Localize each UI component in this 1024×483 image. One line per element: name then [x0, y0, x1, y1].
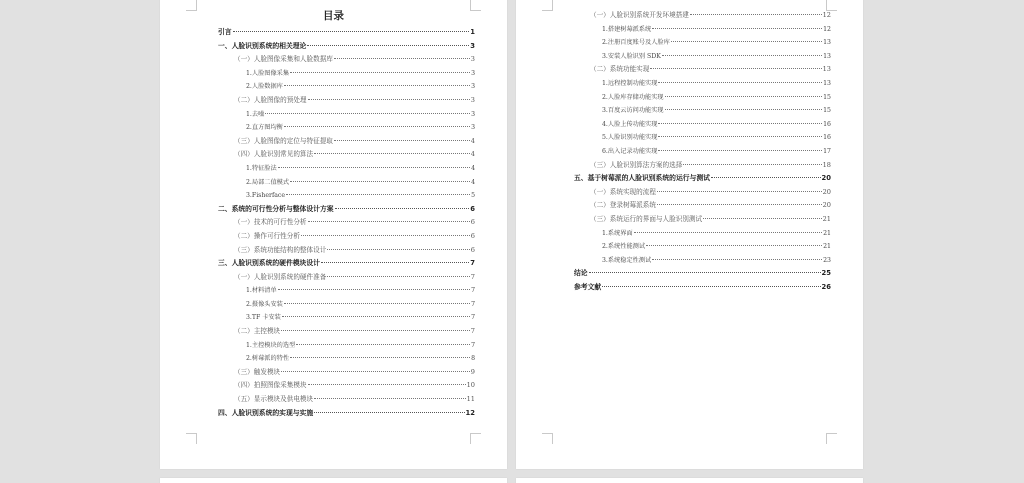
- dot-leader: [658, 82, 822, 83]
- dot-leader: [690, 14, 822, 15]
- margin-corner-mark: [542, 433, 553, 444]
- toc-entry-label: 1.去噪: [246, 110, 265, 118]
- toc-entry[interactable]: [218, 53, 475, 67]
- toc-entry-page-number: 7: [471, 341, 475, 349]
- toc-entry-page-number: 7: [471, 314, 475, 322]
- dot-leader: [314, 398, 465, 399]
- dot-leader: [265, 113, 470, 114]
- toc-entry-label: 2.系统性能测试: [602, 243, 646, 251]
- toc-entry-page-number: 3: [471, 69, 475, 77]
- toc-entry[interactable]: [574, 91, 831, 105]
- dot-leader: [650, 68, 821, 69]
- dot-leader: [327, 249, 469, 250]
- dot-leader: [327, 276, 469, 277]
- toc-entry-page-number: 20: [821, 174, 831, 183]
- toc-entry[interactable]: [218, 203, 475, 217]
- toc-entry-page-number: 7: [470, 327, 475, 336]
- toc-entry[interactable]: [574, 118, 831, 132]
- toc-entry-label: 二、系统的可行性分析与整体设计方案: [218, 204, 334, 213]
- dot-leader: [634, 232, 822, 233]
- toc-entry-label: 1.搭建树莓派系统: [602, 25, 652, 33]
- dot-leader: [652, 28, 822, 29]
- toc-entry-page-number: 7: [471, 300, 475, 308]
- dot-leader: [296, 344, 470, 345]
- toc-entry-page-number: 4: [470, 150, 475, 159]
- toc-entry[interactable]: [574, 172, 831, 186]
- toc-entry[interactable]: [574, 240, 831, 254]
- dot-leader: [284, 85, 470, 86]
- toc-entry-label: 参考文献: [574, 282, 602, 291]
- toc-entry[interactable]: [218, 135, 475, 149]
- toc-entry[interactable]: [218, 339, 475, 353]
- toc-entry-page-number: 15: [823, 93, 831, 101]
- toc-entry-page-number: 26: [821, 282, 831, 291]
- toc-entry-page-number: 13: [823, 79, 831, 87]
- toc-entry-label: 2.局部二值模式: [246, 178, 290, 186]
- toc-entry-label: （二）主控模块: [234, 327, 281, 336]
- toc-entry[interactable]: [218, 325, 475, 339]
- toc-entry-label: 2.直方图均衡: [246, 124, 283, 132]
- toc-entry[interactable]: [218, 108, 475, 122]
- toc-entry-page-number: 13: [823, 39, 831, 47]
- toc-entry-label: 2.人脸库存储功能实现: [602, 93, 664, 101]
- toc-entry-label: （二）登录树莓派系统: [590, 201, 656, 210]
- toc-entry-page-number: 12: [822, 11, 831, 19]
- toc-entry[interactable]: [218, 257, 475, 271]
- dot-leader: [657, 191, 822, 192]
- toc-entry-page-number: 6: [470, 218, 475, 227]
- toc-entry-page-number: 9: [470, 367, 475, 376]
- table-of-contents-right: [574, 9, 831, 294]
- toc-entry-label: （四）拍照图像采集模块: [234, 381, 307, 390]
- toc-entry[interactable]: [218, 26, 475, 40]
- toc-entry[interactable]: [218, 407, 475, 421]
- dot-leader: [602, 286, 820, 287]
- dot-leader: [646, 245, 822, 246]
- toc-entry-label: 1.人脸图像采集: [246, 69, 290, 77]
- toc-entry-page-number: 4: [471, 164, 475, 172]
- toc-entry-page-number: 7: [470, 259, 475, 268]
- toc-entry-page-number: 16: [823, 134, 831, 142]
- toc-entry-page-number: 17: [823, 147, 831, 155]
- toc-entry-page-number: 6: [470, 204, 475, 213]
- toc-title: 目录: [323, 10, 344, 22]
- toc-entry-page-number: 3: [471, 110, 475, 118]
- toc-entry-page-number: 12: [465, 408, 475, 417]
- toc-entry-label: 结论: [574, 269, 588, 278]
- toc-entry-page-number: 10: [466, 381, 475, 390]
- toc-entry-label: 1.远程控制功能实现: [602, 79, 658, 87]
- toc-entry-page-number: 6: [470, 231, 475, 240]
- margin-corner-mark: [826, 433, 837, 444]
- dot-leader: [286, 194, 470, 195]
- toc-entry-label: 三、人脸识别系统的硬件模块设计: [218, 259, 320, 268]
- dot-leader: [658, 136, 822, 137]
- toc-entry[interactable]: [218, 366, 475, 380]
- dot-leader: [662, 55, 822, 56]
- toc-entry-label: 1.主控模块的选型: [246, 341, 296, 349]
- toc-entry[interactable]: [218, 40, 475, 54]
- toc-entry-label: 2.人脸数据库: [246, 83, 283, 91]
- toc-entry[interactable]: [218, 244, 475, 258]
- toc-entry[interactable]: [218, 271, 475, 285]
- toc-entry[interactable]: [218, 94, 475, 108]
- dot-leader: [334, 140, 470, 141]
- document-page-next-right: [516, 478, 863, 483]
- toc-entry[interactable]: [218, 189, 475, 203]
- toc-entry[interactable]: [574, 145, 831, 159]
- toc-entry[interactable]: [574, 131, 831, 145]
- toc-entry-page-number: 25: [821, 269, 831, 278]
- dot-leader: [711, 177, 821, 178]
- dot-leader: [314, 153, 470, 154]
- toc-entry-page-number: 21: [823, 229, 831, 237]
- toc-entry-page-number: 3: [471, 83, 475, 91]
- toc-entry-label: 3.Fisherface: [246, 192, 286, 200]
- toc-entry-page-number: 1: [470, 28, 475, 36]
- toc-entry-page-number: 3: [471, 124, 475, 132]
- toc-entry[interactable]: [218, 230, 475, 244]
- toc-entry-label: （三）人脸识别算法方案的选择: [590, 160, 683, 169]
- toc-entry[interactable]: [574, 77, 831, 91]
- toc-entry-label: （一）系统实现的流程: [590, 187, 656, 196]
- toc-entry-label: （五）显示模块及供电模块: [234, 395, 314, 404]
- toc-entry-label: （三）触发模块: [234, 367, 281, 376]
- toc-entry[interactable]: [574, 213, 831, 227]
- toc-entry[interactable]: [574, 63, 831, 77]
- dot-leader: [284, 126, 470, 127]
- toc-entry-label: （一）人脸识别系统的硬件准备: [234, 272, 327, 281]
- toc-entry-page-number: 3: [470, 95, 475, 104]
- toc-entry[interactable]: [574, 199, 831, 213]
- toc-entry-label: 5.人脸识别功能实现: [602, 134, 658, 142]
- dot-leader: [281, 371, 470, 372]
- toc-entry-label: 2.摄像头安装: [246, 300, 283, 308]
- dot-leader: [307, 45, 469, 46]
- toc-entry[interactable]: [218, 284, 475, 298]
- toc-entry-page-number: 3: [470, 41, 475, 50]
- toc-entry-label: （二）操作可行性分析: [234, 231, 300, 240]
- toc-entry-page-number: 20: [822, 201, 831, 210]
- toc-entry-page-number: 3: [470, 55, 475, 64]
- dot-leader: [335, 208, 470, 209]
- dot-leader: [290, 72, 470, 73]
- dot-leader: [683, 164, 821, 165]
- toc-entry-page-number: 21: [822, 214, 831, 223]
- toc-entry-label: 五、基于树莓派的人脸识别系统的运行与测试: [574, 174, 710, 183]
- toc-entry[interactable]: [218, 148, 475, 162]
- dot-leader: [278, 167, 470, 168]
- toc-entry-label: （二）系统功能实现: [590, 65, 650, 74]
- toc-entry-label: 3.系统稳定性测试: [602, 256, 652, 264]
- toc-entry-label: （一）人脸图像采集和人脸数据库: [234, 55, 333, 64]
- toc-entry-page-number: 13: [823, 52, 831, 60]
- toc-entry-label: 6.出入记录功能实现: [602, 147, 658, 155]
- dot-leader: [671, 41, 822, 42]
- toc-entry[interactable]: [218, 379, 475, 393]
- toc-entry[interactable]: [574, 281, 831, 295]
- dot-leader: [278, 289, 470, 290]
- margin-corner-mark: [542, 0, 553, 11]
- toc-entry-label: 1.系统界面: [602, 229, 633, 237]
- toc-entry[interactable]: [218, 298, 475, 312]
- toc-entry[interactable]: [218, 67, 475, 81]
- toc-entry-label: 1.材料清单: [246, 287, 277, 295]
- toc-entry-page-number: 7: [471, 287, 475, 295]
- toc-entry-label: （三）系统功能结构的整体设计: [234, 245, 327, 254]
- dot-leader: [658, 123, 822, 124]
- toc-entry-label: 3.安装人脸识别 SDK: [602, 52, 661, 60]
- dot-leader: [301, 235, 470, 236]
- dot-leader: [281, 330, 470, 331]
- dot-leader: [284, 303, 470, 304]
- dot-leader: [652, 259, 822, 260]
- toc-entry-page-number: 13: [822, 65, 831, 74]
- toc-entry-page-number: 16: [823, 120, 831, 128]
- toc-entry[interactable]: [574, 186, 831, 200]
- toc-entry-label: （三）系统运行的界面与人脸识别测试: [590, 214, 703, 223]
- toc-entry-label: （一）人脸识别系统开发环境搭建: [590, 11, 689, 19]
- toc-entry[interactable]: [574, 104, 831, 118]
- toc-entry-label: 四、人脸识别系统的实现与实施: [218, 408, 314, 417]
- toc-entry-page-number: 21: [823, 243, 831, 251]
- margin-corner-mark: [186, 433, 197, 444]
- toc-entry[interactable]: [218, 121, 475, 135]
- toc-entry[interactable]: [574, 227, 831, 241]
- document-page-next-left: [160, 478, 507, 483]
- dot-leader: [308, 384, 466, 385]
- dot-leader: [308, 99, 470, 100]
- toc-entry[interactable]: [574, 267, 831, 281]
- toc-entry[interactable]: [218, 176, 475, 190]
- toc-entry-label: （二）人脸图像的预处理: [234, 95, 307, 104]
- toc-entry-page-number: 7: [470, 272, 475, 281]
- dot-leader: [321, 262, 469, 263]
- toc-entry[interactable]: [218, 216, 475, 230]
- toc-entry-page-number: 4: [471, 178, 475, 186]
- toc-entry-page-number: 18: [822, 160, 831, 169]
- dot-leader: [233, 31, 470, 32]
- toc-entry-label: 4.人脸上传功能实现: [602, 120, 658, 128]
- dot-leader: [657, 204, 822, 205]
- toc-entry-label: 1.特征脸法: [246, 164, 277, 172]
- toc-entry[interactable]: [218, 352, 475, 366]
- toc-entry[interactable]: [218, 80, 475, 94]
- toc-entry-page-number: 12: [823, 25, 831, 33]
- toc-entry-label: 3.百度云访问功能实现: [602, 107, 664, 115]
- toc-entry-page-number: 8: [471, 355, 475, 363]
- dot-leader: [334, 58, 470, 59]
- toc-entry-label: 2.注册百度账号及人脸库: [602, 39, 670, 47]
- toc-entry-page-number: 15: [823, 107, 831, 115]
- dot-leader: [665, 96, 823, 97]
- dot-leader: [308, 221, 470, 222]
- toc-entry-label: （三）人脸图像的定位与特征提取: [234, 136, 333, 145]
- dot-leader: [290, 181, 470, 182]
- toc-entry-label: 2.树莓派的特性: [246, 355, 290, 363]
- toc-entry[interactable]: [574, 9, 831, 23]
- dot-leader: [314, 412, 464, 413]
- table-of-contents-left: [218, 26, 475, 420]
- toc-entry[interactable]: [574, 50, 831, 64]
- dot-leader: [703, 218, 822, 219]
- toc-entry[interactable]: [574, 254, 831, 268]
- toc-entry[interactable]: [218, 162, 475, 176]
- toc-entry-label: 3.TF 卡安装: [246, 314, 281, 322]
- margin-corner-mark: [470, 433, 481, 444]
- toc-entry[interactable]: [574, 36, 831, 50]
- toc-entry-page-number: 23: [823, 256, 831, 264]
- toc-entry-label: 引言: [218, 28, 232, 36]
- toc-entry-label: 一、人脸识别系统的相关理论: [218, 41, 307, 50]
- toc-entry[interactable]: [574, 159, 831, 173]
- toc-entry[interactable]: [574, 23, 831, 37]
- toc-entry-label: （四）人脸识别常见的算法: [234, 150, 314, 159]
- toc-entry-page-number: 4: [470, 136, 475, 145]
- dot-leader: [290, 357, 470, 358]
- toc-entry-page-number: 6: [470, 245, 475, 254]
- toc-entry-label: （一）技术的可行性分析: [234, 218, 307, 227]
- toc-entry-page-number: 11: [466, 395, 475, 404]
- toc-entry-page-number: 5: [471, 192, 475, 200]
- dot-leader: [282, 316, 470, 317]
- dot-leader: [665, 109, 823, 110]
- toc-entry-page-number: 20: [822, 187, 831, 196]
- dot-leader: [589, 272, 821, 273]
- dot-leader: [658, 150, 822, 151]
- document-page-right: [516, 0, 863, 469]
- document-page-left: [160, 0, 507, 469]
- toc-entry[interactable]: [218, 311, 475, 325]
- toc-entry[interactable]: [218, 393, 475, 407]
